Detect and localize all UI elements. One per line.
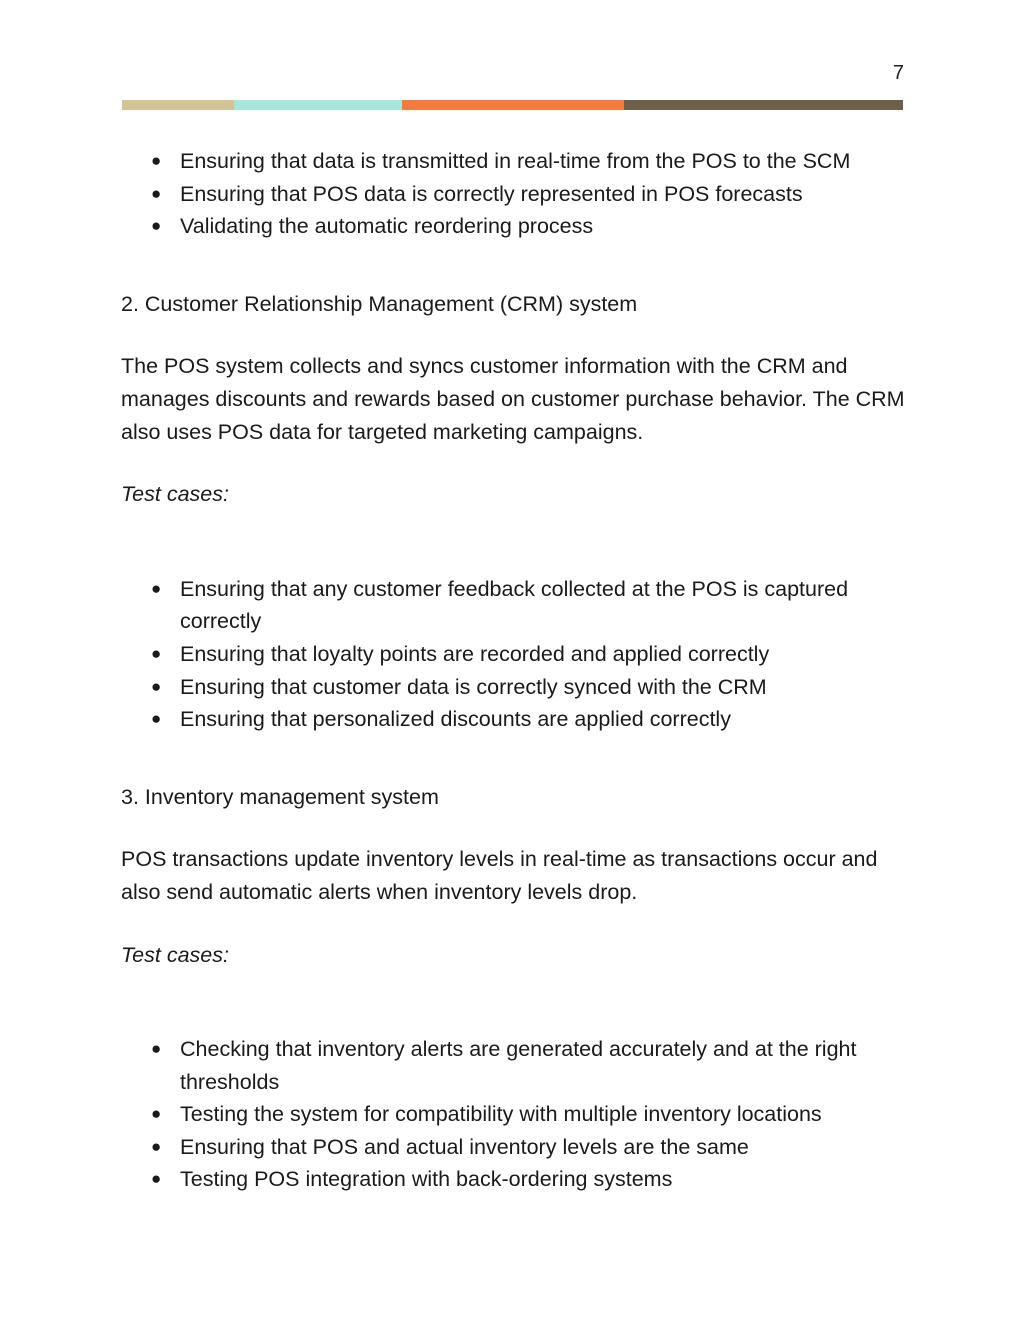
list-item: ● Checking that inventory alerts are generated accurately and at the right thresholds (121, 1033, 911, 1098)
list-item: ● Ensuring that any customer feedback collected at the POS is captured correctly (121, 573, 911, 638)
section2-heading: 2. Customer Relationship Management (CRM) system (121, 291, 638, 316)
page-number: 7 (892, 62, 904, 84)
list-item: ● Ensuring that personalized discounts are applied correctly (121, 703, 911, 736)
color-bar-segment-brown (624, 100, 903, 110)
section2-paragraph: The POS system collects and syncs customer information with the CRM and manages discounts and rewards based on customer purchase behavior. The CRM also uses POS data for targeted marketing campaigns. (121, 354, 905, 444)
section3-heading: 3. Inventory management system (121, 784, 439, 809)
list-item: ● Validating the automatic reordering process (121, 210, 911, 243)
list-item: ● Testing POS integration with back-ordering systems (121, 1163, 911, 1196)
section3-bullet-list (121, 1033, 911, 1196)
color-bar-segment-orange (402, 100, 625, 110)
list-item: ● Ensuring that POS and actual inventory levels are the same (121, 1131, 911, 1164)
color-bar-segment-mint (234, 100, 402, 110)
list-item: ● Ensuring that data is transmitted in real-time from the POS to the SCM (121, 145, 911, 178)
list-item: ● Ensuring that POS data is correctly represented in POS forecasts (121, 178, 911, 211)
section2-bullet-list (121, 573, 911, 736)
header-color-bar (122, 100, 903, 110)
document-body (121, 145, 911, 1196)
section2-test-cases-label: Test cases: (121, 482, 229, 507)
section3-test-cases-label: Test cases: (121, 942, 229, 967)
section1-bullet-list (121, 145, 911, 243)
list-item: ● Ensuring that customer data is correctly synced with the CRM (121, 671, 911, 704)
list-item: ● Testing the system for compatibility with multiple inventory locations (121, 1098, 911, 1131)
list-item: ● Ensuring that loyalty points are recorded and applied correctly (121, 638, 911, 671)
section3-paragraph: POS transactions update inventory levels in real-time as transactions occur and also send automatic alerts when inventory levels drop. (121, 847, 878, 904)
color-bar-segment-tan (122, 100, 234, 110)
